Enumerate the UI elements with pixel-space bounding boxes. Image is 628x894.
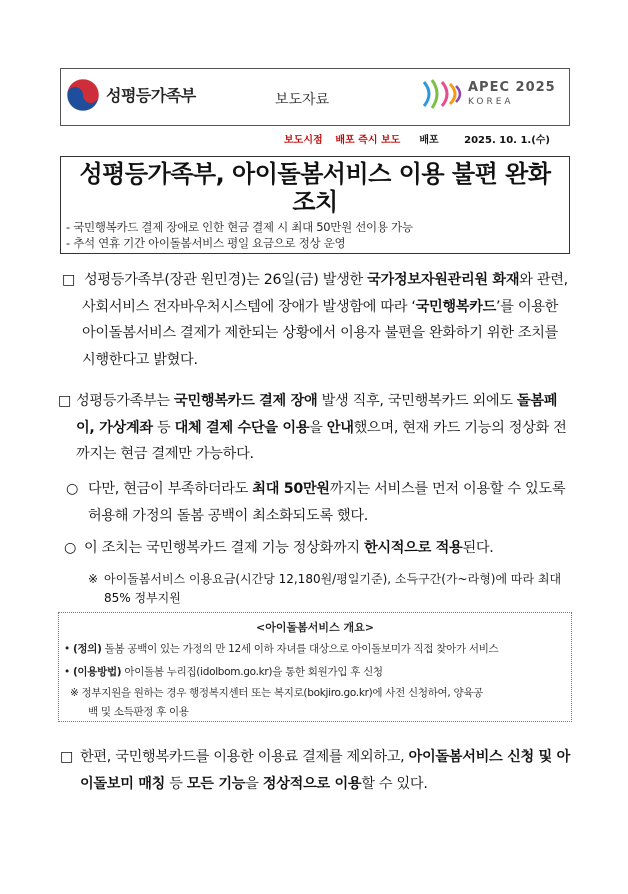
release-info (284, 131, 550, 146)
p5-bold-2: 모든 기능 (186, 775, 246, 792)
overview-definition: • (정의) 돌봄 공백이 있는 가정의 만 12세 이하 자녀를 대상으로 아이돌보미가 직접 찾아가 서비스 (64, 643, 499, 655)
p4-text-1: 이 조치는 국민행복카드 결제 기능 정상화까지 (84, 540, 364, 556)
paragraph-3 (88, 476, 574, 529)
circle-bullet-2: ○ (64, 540, 77, 556)
overview-definition-label: (정의) (72, 643, 102, 655)
p4-bold-1: 한시적으로 적용 (363, 540, 463, 556)
overview-note-line-1: ※ 정부지원을 원하는 경우 행정복지센터 또는 복지로(bokjiro.go.kr)에 사전 신청하여, 양육공 (70, 687, 484, 699)
p2-text-3: 등 (152, 419, 175, 436)
p5-bold-1: 아이돌봄서비스 신청 및 아이돌보미 매칭 (80, 749, 570, 792)
p2-bold-3: 대체 결제 수단을 이용 (174, 419, 310, 436)
distribution-date: 2025. 10. 1.(수) (464, 135, 551, 146)
paragraph-1 (82, 267, 572, 373)
overview-usage: • (이용방법) 아이돌봄 누리집(idolbom.go.kr)을 통한 회원가입 후 신청 (64, 666, 383, 678)
overview-definition-text: 돌봄 공백이 있는 가정의 만 12세 이하 자녀를 대상으로 아이돌보미가 직접 찾아가 서비스 (101, 643, 499, 655)
overview-title: <아이돌봄서비스 개요> (256, 621, 374, 634)
p2-text-4: 을 (309, 419, 327, 436)
paragraph-2 (76, 388, 572, 468)
distribution-label: 배포 (419, 135, 439, 146)
p1-bold-2: 국민행복카드 (415, 298, 497, 315)
p5-text-2: 등 (165, 775, 187, 792)
p2-bold-2: 돌봄페이, 가상계좌 (76, 393, 558, 436)
p2-bold-4: 안내 (326, 419, 354, 436)
ministry-taegeuk-logo-icon (66, 78, 100, 112)
release-time-value: 배포 즉시 보도 (335, 135, 401, 146)
overview-note-line-2: 백 및 소득판정 후 이용 (88, 706, 189, 718)
paragraph-4 (84, 535, 574, 562)
circle-bullet-1: ○ (66, 481, 79, 497)
p3-bold-1: 최대 50만원 (252, 481, 330, 497)
p5-text-3: 을 (245, 775, 263, 792)
p2-text-5: 했으며, 현재 카드 기능의 정상화 전까지는 현금 결제만 가능하다. (76, 419, 567, 462)
subheadline-1: - 국민행복카드 결제 장애로 인한 현금 결제 시 최대 50만원 선이용 가능 (66, 220, 413, 234)
square-bullet-3: □ (60, 749, 74, 765)
p4-text-2: 된다. (462, 540, 494, 556)
p5-bold-3: 정상적으로 이용 (262, 775, 362, 792)
overview-usage-label: (이용방법) (72, 666, 122, 678)
release-time-label: 보도시점 (284, 135, 323, 146)
square-bullet-1: □ (62, 272, 76, 288)
page-title: 성평등가족부, 아이돌봄서비스 이용 불편 완화 조치 (79, 160, 551, 216)
reference-mark: ※ (88, 572, 99, 586)
p1-text-2: 와 관련, 사회서비스 전자바우처시스템에 장애가 발생함에 따라 ‘ (82, 272, 568, 315)
p3-text-2: 까지는 서비스를 먼저 이용할 수 있도록 허용해 가정의 돌봄 공백이 최소화되도록 했다. (88, 481, 566, 524)
ministry-name: 성평등가족부 (106, 86, 196, 105)
note-fee-support: 아이돌봄서비스 이용요금(시간당 12,180원/평일기준), 소득구간(가~라형)에 따라 최대 85% 정부지원 (104, 572, 562, 605)
p2-bold-1: 국민행복카드 결제 장애 (174, 393, 318, 409)
apec-title: APEC 2025 (468, 80, 556, 95)
overview-usage-text: 아이돌봄 누리집(idolbom.go.kr)을 통한 회원가입 후 신청 (121, 666, 383, 678)
apec-subtitle: KOREA (468, 97, 514, 107)
p3-text-1: 다만, 현금이 부족하더라도 (88, 481, 253, 497)
p2-text-1: 성평등가족부는 (76, 393, 175, 409)
p5-text-4: 할 수 있다. (361, 775, 428, 792)
p2-text-2: 발생 직후, 국민행복카드 외에도 (317, 393, 517, 409)
subheadline-2: - 추석 연휴 기간 아이돌봄서비스 평일 요금으로 정상 운영 (66, 236, 346, 250)
apec-logo-icon (420, 76, 464, 112)
p1-text-3: ’를 이용한 아이돌봄서비스 결제가 제한되는 상황에서 이용자 불편을 완화하기 위한 조치를 시행한다고 밝혔다. (82, 298, 559, 368)
square-bullet-2: □ (58, 393, 72, 409)
p1-text-1: 성평등가족부(장관 원민경)는 26일(금) 발생한 (84, 272, 368, 288)
p5-text-1: 한편, 국민행복카드를 이용한 이용료 결제를 제외하고, (80, 749, 409, 765)
p1-bold-1: 국가정보자원관리원 화재 (367, 272, 520, 288)
press-release-label: 보도자료 (275, 92, 330, 108)
paragraph-5 (80, 744, 574, 797)
